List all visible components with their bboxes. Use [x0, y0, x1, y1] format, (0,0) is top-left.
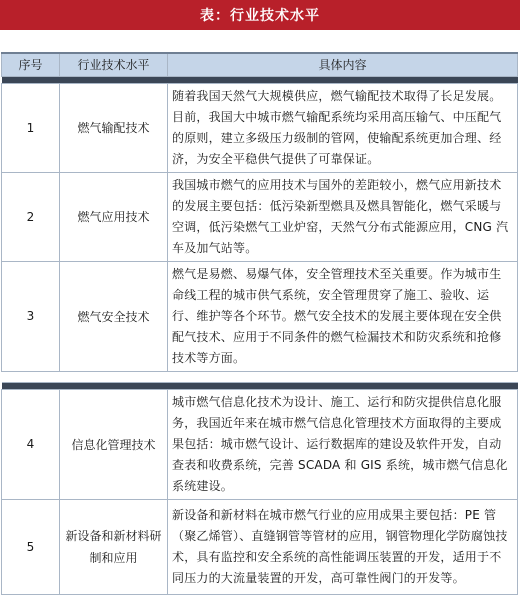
header-num: 序号	[2, 53, 60, 77]
tech-level-table	[1, 52, 518, 595]
header-row	[2, 53, 518, 77]
table-row	[2, 173, 518, 262]
table-mid-band	[2, 383, 518, 390]
row-num: 5	[2, 500, 60, 595]
table-row	[2, 500, 518, 595]
header-tech-level: 行业技术水平	[60, 53, 168, 77]
table-row	[2, 262, 518, 372]
row-desc: 燃气是易燃、易爆气体，安全管理技术至关重要。作为城市生命线工程的城市供气系统，安全管理贯穿了施工、验收、运行、维护等各个环节。燃气安全技术的发展主要体现在安全供配气技术、应用于不同条件的燃气检漏技术和防灾系统和抢修技术等方面。	[168, 262, 518, 372]
row-name: 燃气安全技术	[77, 309, 150, 324]
table-title: 表：行业技术水平	[0, 0, 520, 30]
row-name: 新设备和新材料研制和应用	[65, 529, 162, 565]
row-num: 2	[2, 173, 60, 262]
group-gap	[2, 372, 518, 383]
row-num: 4	[2, 390, 60, 500]
table-top-band	[2, 77, 518, 84]
row-name: 信息化管理技术	[71, 437, 156, 452]
row-num: 3	[2, 262, 60, 372]
table-row	[2, 390, 518, 500]
row-desc: 城市燃气信息化技术为设计、施工、运行和防灾提供信息化服务，我国近年来在城市燃气信息化管理技术方面取得的主要成果包括：城市燃气设计、运行数据库的建设及软件开发，自动查表和收费系统，完善 SCADA 和 GIS 系统，城市燃气信息化系统建设。	[168, 390, 518, 500]
row-name: 燃气应用技术	[77, 210, 150, 224]
row-desc: 我国城市燃气的应用技术与国外的差距较小，燃气应用新技术的发展主要包括：低污染新型燃具及燃具智能化，燃气采暖与空调，低污染燃气工业炉窑，天然气分布式能源应用，CNG 汽车及加气站等。	[168, 173, 518, 262]
row-desc: 新设备和新材料在城市燃气行业的应用成果主要包括：PE 管（聚乙烯管）、直缝钢管等管材的应用，钢管物理化学防腐蚀技术，具有监控和安全系统的高性能调压装置的开发，适用于不同压力的大流量装置的开发，高可靠性阀门的开发等。	[168, 500, 518, 595]
row-desc: 随着我国天然气大规模供应，燃气输配技术取得了长足发展。目前，我国大中城市燃气输配系统均采用高压输气、中压配气的原则，建立多级压力级制的管网，使输配系统更加合理、经济，为安全平稳供气提供了可靠保证。	[168, 84, 518, 173]
row-num: 1	[2, 84, 60, 173]
header-content: 具体内容	[168, 53, 518, 77]
table-row	[2, 84, 518, 173]
row-name: 燃气输配技术	[77, 121, 150, 135]
